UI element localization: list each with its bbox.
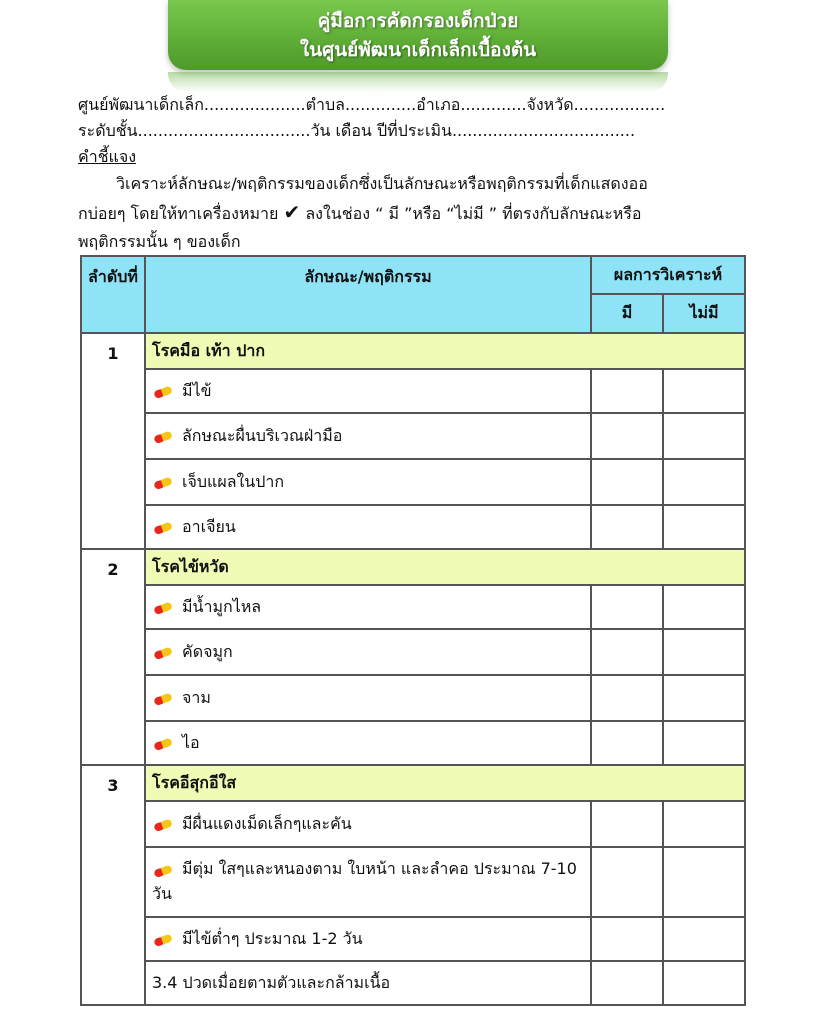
check-cell-no[interactable]: [663, 917, 745, 961]
pill-capsule-icon: [152, 384, 176, 398]
item-row: [81, 675, 745, 721]
category-number: 1: [81, 333, 145, 549]
behavior-cell: [145, 961, 591, 1005]
behavior-label: เจ็บแผลในปาก: [182, 471, 285, 491]
category-row: [81, 333, 745, 369]
check-cell-yes[interactable]: [591, 961, 663, 1005]
behavior-cell: [145, 847, 591, 917]
instructions-line-1: วิเคราะห์ลักษณะ/พฤติกรรมของเด็กซึ่งเป็นลักษณะหรือพฤติกรรมที่เด็กแสดงออ: [116, 174, 648, 193]
item-row: [81, 505, 745, 549]
category-row: [81, 765, 745, 801]
behavior-cell: [145, 675, 591, 721]
col-header-order: ลำดับที่: [81, 256, 145, 333]
item-row: [81, 629, 745, 675]
pill-capsule-icon: [152, 932, 176, 946]
instructions-title: คำชี้แจง: [78, 147, 137, 166]
behavior-cell: [145, 629, 591, 675]
check-cell-no[interactable]: [663, 961, 745, 1005]
behavior-cell: [145, 505, 591, 549]
screening-table: [80, 255, 746, 1006]
check-cell-no[interactable]: [663, 801, 745, 847]
check-cell-no[interactable]: [663, 413, 745, 459]
behavior-label: มีผื่นแดงเม็ดเล็กๆและคัน: [182, 813, 352, 833]
check-cell-no[interactable]: [663, 847, 745, 917]
behavior-cell: [145, 801, 591, 847]
item-row: [81, 459, 745, 505]
item-row: [81, 847, 745, 917]
pill-capsule-icon: [152, 475, 176, 489]
pill-capsule-icon: [152, 691, 176, 705]
banner-reflection: [168, 72, 668, 92]
item-row: [81, 961, 745, 1005]
behavior-cell: [145, 413, 591, 459]
item-row: [81, 917, 745, 961]
item-row: [81, 369, 745, 413]
check-cell-no[interactable]: [663, 459, 745, 505]
behavior-label: มีตุ่ม ใสๆและหนองตาม ใบหน้า และลำคอ ประมาณ 7-10 วัน: [152, 859, 577, 903]
behavior-cell: [145, 459, 591, 505]
pill-capsule-icon: [152, 863, 176, 877]
check-cell-no[interactable]: [663, 505, 745, 549]
check-cell-yes[interactable]: [591, 917, 663, 961]
check-cell-yes[interactable]: [591, 675, 663, 721]
behavior-cell: [145, 917, 591, 961]
category-number: 3: [81, 765, 145, 1005]
check-cell-no[interactable]: [663, 585, 745, 629]
pill-capsule-icon: [152, 817, 176, 831]
behavior-label: คัดจมูก: [182, 641, 233, 661]
behavior-cell: [145, 369, 591, 413]
form-line-level: ระดับชั้น..................................วัน เดือน ปีที่ประเมิน....................................: [78, 121, 636, 140]
category-title: โรคไข้หวัด: [145, 549, 745, 585]
check-cell-no[interactable]: [663, 721, 745, 765]
behavior-label: ลักษณะผื่นบริเวณฝ่ามือ: [182, 425, 343, 445]
col-header-behavior: ลักษณะ/พฤติกรรม: [145, 256, 591, 333]
behavior-cell: [145, 585, 591, 629]
check-cell-no[interactable]: [663, 675, 745, 721]
check-cell-yes[interactable]: [591, 413, 663, 459]
category-title: โรคอีสุกอีใส: [145, 765, 745, 801]
category-number: 2: [81, 549, 145, 765]
check-cell-yes[interactable]: [591, 801, 663, 847]
check-cell-yes[interactable]: [591, 585, 663, 629]
item-row: [81, 585, 745, 629]
category-title: โรคมือ เท้า ปาก: [145, 333, 745, 369]
item-row: [81, 413, 745, 459]
checkmark-icon: ✔: [283, 200, 301, 224]
check-cell-yes[interactable]: [591, 721, 663, 765]
check-cell-no[interactable]: [663, 369, 745, 413]
check-cell-yes[interactable]: [591, 369, 663, 413]
instructions-line-2: [78, 200, 738, 227]
item-row: [81, 801, 745, 847]
category-row: [81, 549, 745, 585]
title-line-1: คู่มือการคัดกรองเด็กป่วย: [317, 10, 519, 32]
pill-capsule-icon: [152, 520, 176, 534]
title-line-2: ในศูนย์พัฒนาเด็กเล็กเบื้องต้น: [299, 39, 537, 61]
check-cell-yes[interactable]: [591, 505, 663, 549]
check-cell-yes[interactable]: [591, 847, 663, 917]
col-header-yes: มี: [591, 294, 663, 333]
pill-capsule-icon: [152, 736, 176, 750]
item-row: [81, 721, 745, 765]
instructions-line-3: พฤติกรรมนั้น ๆ ของเด็ก: [78, 232, 241, 251]
col-header-result: ผลการวิเคราะห์: [591, 256, 745, 294]
title-banner: [168, 0, 668, 70]
instructions-text-b: ลงในช่อง “ มี ”หรือ “ไม่มี ” ที่ตรงกับลักษณะหรือ: [305, 204, 642, 223]
behavior-label: 3.4 ปวดเมื่อยตามตัวและกล้ามเนื้อ: [152, 972, 391, 992]
behavior-cell: [145, 721, 591, 765]
behavior-label: อาเจียน: [182, 516, 236, 536]
check-cell-yes[interactable]: [591, 629, 663, 675]
instructions-text-a: กบ่อยๆ โดยให้ทาเครื่องหมาย: [78, 204, 279, 223]
pill-capsule-icon: [152, 600, 176, 614]
behavior-label: มีน้ำมูกไหล: [182, 596, 262, 616]
behavior-label: มีไข้: [182, 380, 212, 400]
behavior-label: ไอ: [182, 732, 200, 752]
check-cell-no[interactable]: [663, 629, 745, 675]
behavior-label: จาม: [182, 687, 211, 707]
check-cell-yes[interactable]: [591, 459, 663, 505]
col-header-no: ไม่มี: [663, 294, 745, 333]
pill-capsule-icon: [152, 429, 176, 443]
form-line-center: ศูนย์พัฒนาเด็กเล็ก....................ตำบล..............อำเภอ.............จังหวัด..................: [78, 95, 666, 114]
behavior-label: มีไข้ต่ำๆ ประมาณ 1-2 วัน: [182, 928, 363, 948]
pill-capsule-icon: [152, 645, 176, 659]
